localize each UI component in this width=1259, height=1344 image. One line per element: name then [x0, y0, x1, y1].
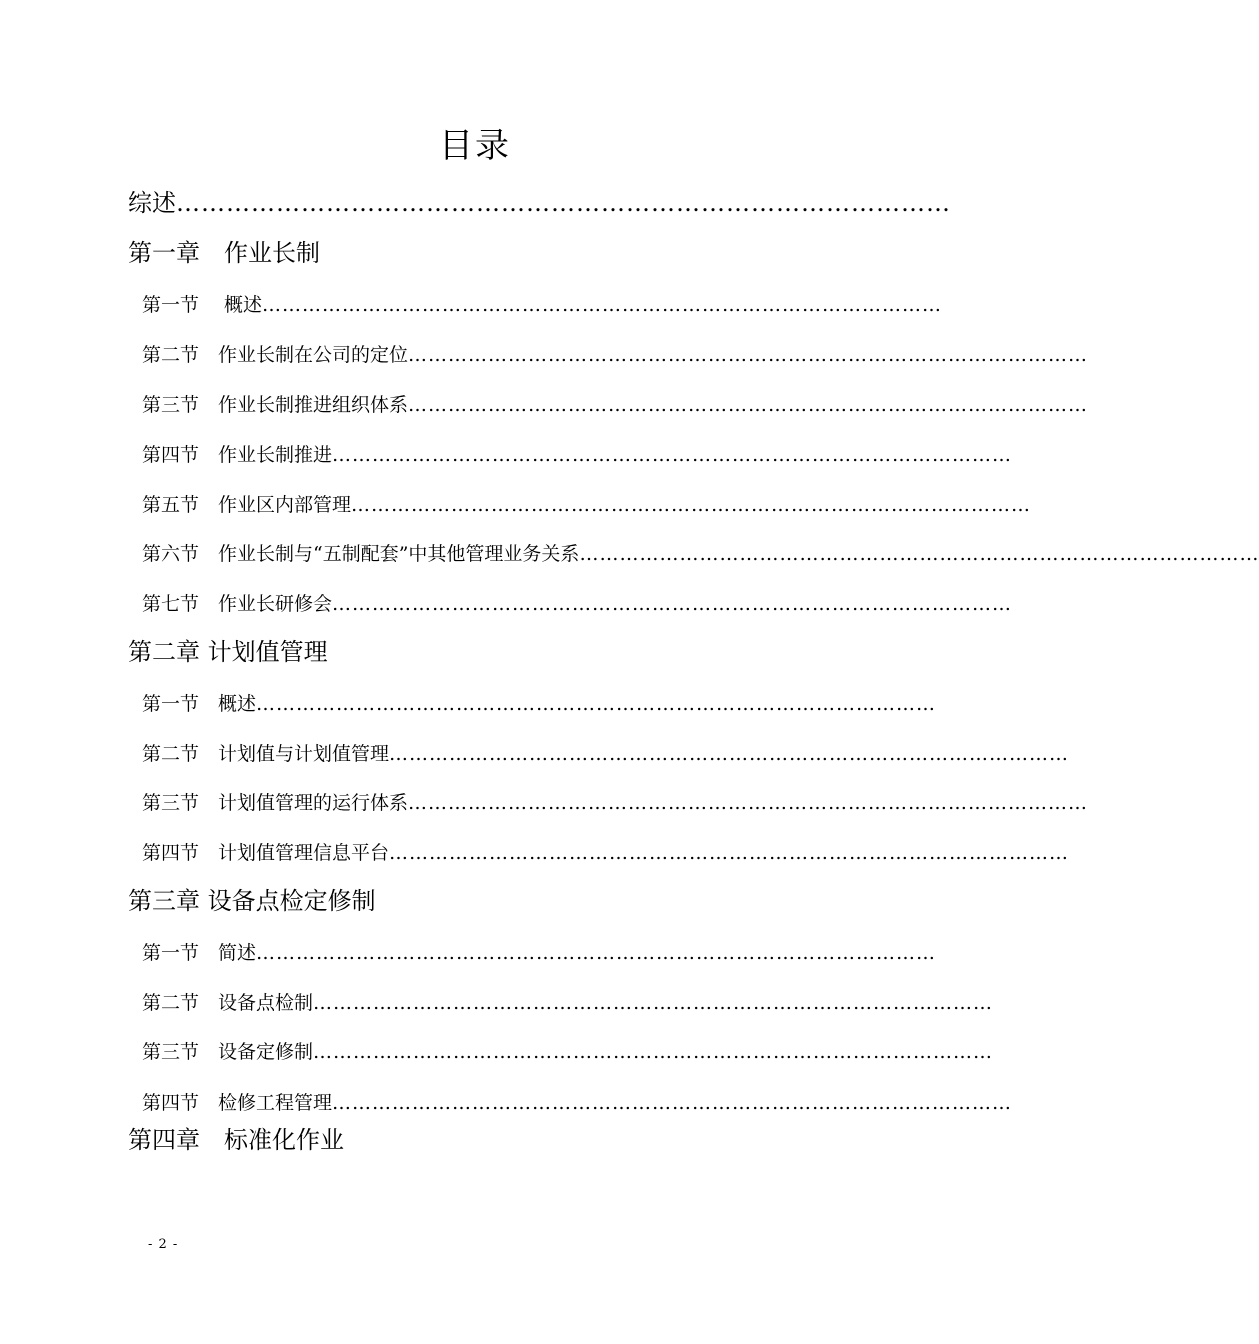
toc-section-1-2 [142, 341, 1089, 369]
leader-dots: ………………………………………………………………………………………… [256, 942, 937, 964]
leader-dots: ………………………………………………………………………………………… [256, 693, 937, 715]
toc-label: 第二章 计划值管理 [128, 638, 328, 666]
toc-chapter-4 [128, 1124, 344, 1156]
leader-dots: ………………………………………………………………………………………… [389, 842, 1070, 864]
toc-label: 第二节 计划值与计划值管理 [142, 743, 390, 765]
leader-dots: ………………………………………………………………………………………… [408, 394, 1089, 416]
toc-chapter-3 [128, 885, 376, 917]
toc-label: 第六节 作业长制与“五制配套”中其他管理业务关系 [142, 543, 580, 565]
toc-entry-overview [128, 187, 951, 219]
toc-section-3-1 [142, 939, 937, 967]
leader-dots: ………………………………………………………………………………………… [408, 792, 1089, 814]
toc-label: 第三节 作业长制推进组织体系 [142, 394, 409, 416]
leader-dots: ………………………………………………………………………………………… [332, 1092, 1013, 1114]
toc-section-2-2 [142, 740, 1070, 768]
toc-label: 第四节 作业长制推进 [142, 444, 333, 466]
leader-dots: ………………………………………………………………………………… [176, 189, 951, 217]
toc-label: 第三节 设备定修制 [142, 1041, 314, 1063]
leader-dots: ………………………………………………………………………………………… [389, 743, 1070, 765]
toc-label: 第四节 计划值管理信息平台 [142, 842, 390, 864]
toc-label: 第二节 设备点检制 [142, 992, 314, 1014]
leader-dots: ………………………………………………………………………………………… [262, 294, 943, 316]
toc-label: 第一节 简述 [142, 942, 257, 964]
toc-section-2-4 [142, 839, 1070, 867]
toc-label: 第四节 检修工程管理 [142, 1092, 333, 1114]
toc-section-1-7 [142, 590, 1013, 618]
toc-section-3-3 [142, 1038, 994, 1066]
toc-label: 第二节 作业长制在公司的定位 [142, 344, 409, 366]
toc-section-1-1 [142, 291, 943, 319]
toc-chapter-2 [128, 636, 328, 668]
toc-label: 第一节 概述 [142, 693, 257, 715]
toc-section-1-4 [142, 441, 1013, 469]
page-number: - 2 - [148, 1237, 179, 1252]
toc-section-1-5 [142, 491, 1032, 519]
toc-label: 第四章 标准化作业 [128, 1126, 344, 1154]
toc-label: 第三章 设备点检定修制 [128, 887, 376, 915]
toc-label: 第一章 作业长制 [128, 239, 320, 267]
toc-label: 第五节 作业区内部管理 [142, 494, 352, 516]
toc-label: 第一节 概述 [142, 294, 263, 316]
leader-dots: ………………………………………………………………………………………… [351, 494, 1032, 516]
toc-label: 综述 [128, 189, 176, 217]
toc-section-1-6 [142, 540, 1259, 568]
leader-dots: ………………………………………………………………………………………… [332, 593, 1013, 615]
leader-dots: ………………………………………………………………………………………… [313, 1041, 994, 1063]
toc-section-2-3 [142, 789, 1089, 817]
leader-dots: ………………………………………………………………………………………… [408, 344, 1089, 366]
toc-label: 第七节 作业长研修会 [142, 593, 333, 615]
leader-dots: ………………………………………………………………………………………… [579, 543, 1259, 565]
toc-section-1-3 [142, 391, 1089, 419]
leader-dots: ………………………………………………………………………………………… [332, 444, 1013, 466]
toc-label: 第三节 计划值管理的运行体系 [142, 792, 409, 814]
toc-chapter-1 [128, 237, 320, 269]
page-title: 目录 [439, 126, 511, 166]
toc-section-3-4 [142, 1089, 1013, 1117]
toc-section-2-1 [142, 690, 937, 718]
toc-section-3-2 [142, 989, 994, 1017]
leader-dots: ………………………………………………………………………………………… [313, 992, 994, 1014]
